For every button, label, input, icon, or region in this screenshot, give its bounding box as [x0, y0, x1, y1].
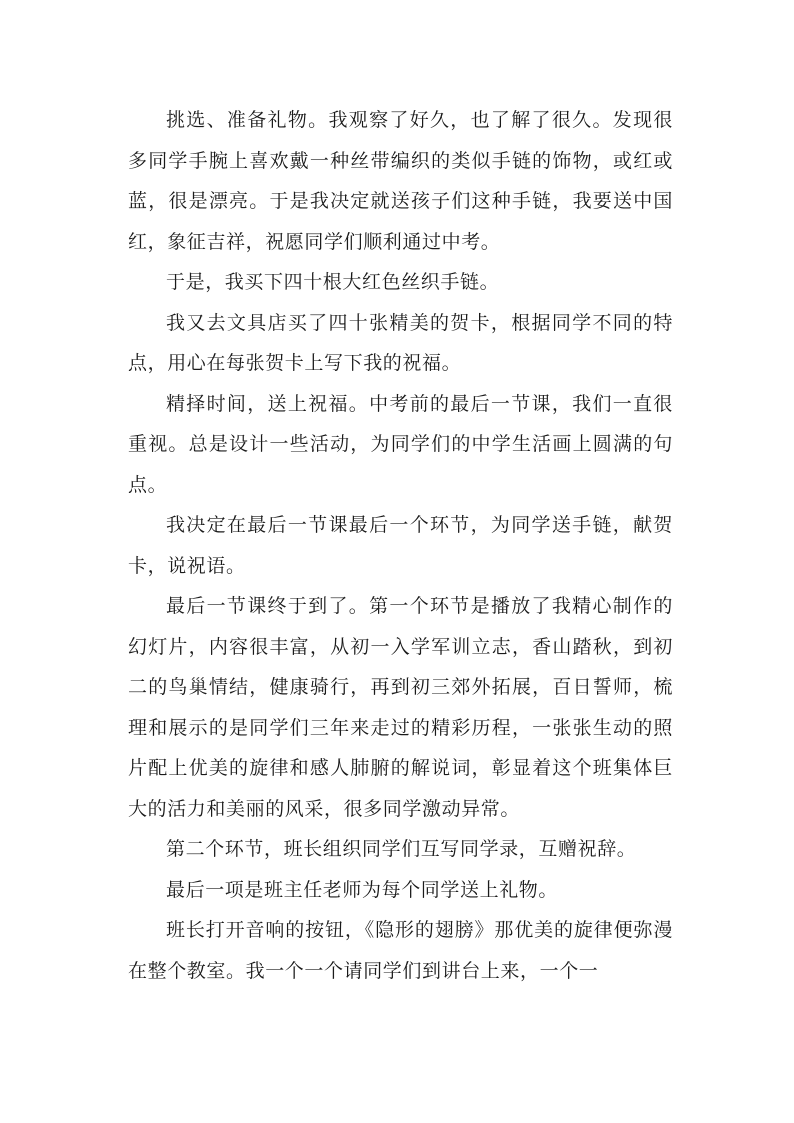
- paragraph-choose-gift: 挑选、准备礼物。我观察了好久，也了解了很久。发现很多同学手腕上喜欢戴一种丝带编织的类似手链的饰物，或红或蓝，很是漂亮。于是我决定就送孩子们这种手链，我要送中国红，象征吉祥，祝愿同学们顺利通过中考。: [128, 109, 673, 253]
- body-text: [128, 100, 673, 991]
- paragraph-last-item: 最后一项是班主任老师为每个同学送上礼物。: [166, 878, 559, 901]
- paragraph-choose-time: 精择时间，送上祝福。中考前的最后一节课，我们一直很重视。总是设计一些活动，为同学们的中学生活画上圆满的句点。: [128, 392, 673, 496]
- paragraph-second-part: 第二个环节，班长组织同学们互写同学录，互赠祝辞。: [166, 838, 637, 860]
- paragraph-music: 班长打开音响的按钮，《隐形的翅膀》那优美的旋律便弥漫在整个教室。我一个一个请同学们到讲台上来，一个一: [128, 919, 673, 982]
- paragraph-buy-bracelets: 于是，我买下四十根大红色丝织手链。: [166, 271, 500, 293]
- paragraph-last-class: 最后一节课终于到了。第一个环节是播放了我精心制作的幻灯片，内容很丰富，从初一入学军训立志，香山踏秋，到初二的鸟巢情结，健康骑行，再到初三郊外拓展，百日誓师，梳理和展示的是同学们三年来走过的精彩历程，一张张生动的照片配上优美的旋律和感人肺腑的解说词，彰显着这个班集体巨大的活力和美丽的风采，很多同学激动异常。: [128, 595, 673, 820]
- paragraph-buy-cards: 我又去文具店买了四十张精美的贺卡，根据同学不同的特点，用心在每张贺卡上写下我的祝福。: [128, 311, 673, 374]
- paragraph-decision: 我决定在最后一节课最后一个环节，为同学送手链，献贺卡，说祝语。: [128, 514, 673, 577]
